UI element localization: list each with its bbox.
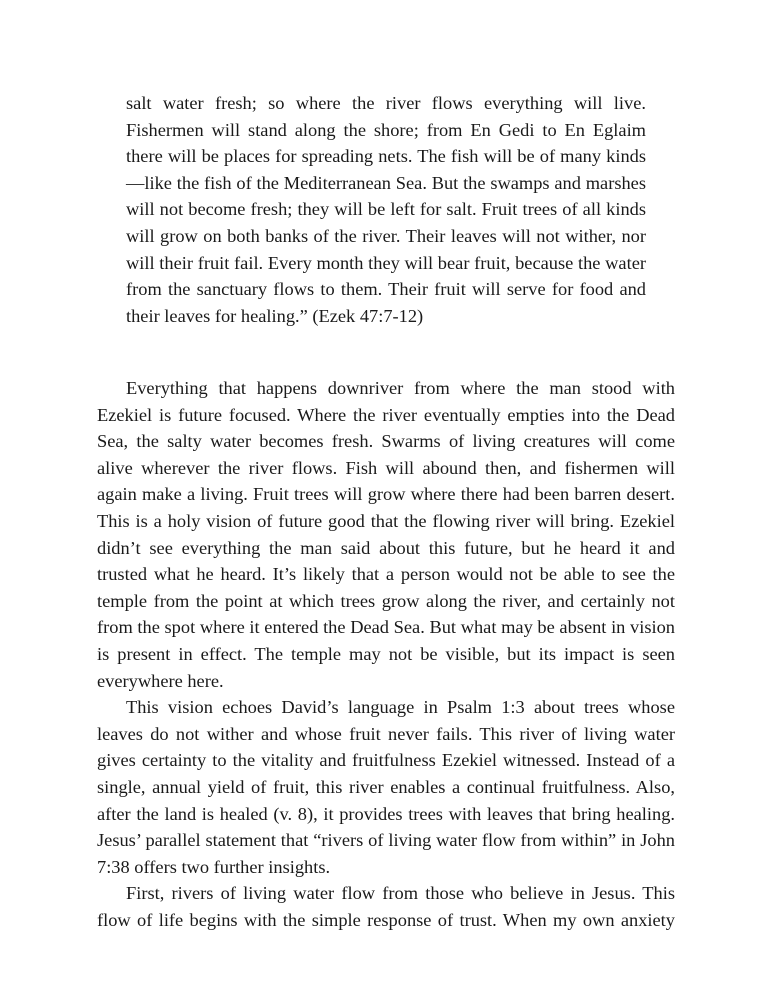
paragraph-3: First, rivers of living water flow from those who believe in Jesus. This flow of life begins with the simple response of trust. When my own anxiety: [97, 883, 675, 930]
body-text: [97, 375, 675, 933]
block-quote: salt water fresh; so where the river flows everything will live. Fishermen will stand along the shore; from En Gedi to En Eglaim there will be places for spreading nets. The fish will be of many kinds—like the fish of the Mediterranean Sea. But the swamps and marshes will not become fresh; they will be left for salt. Fruit trees of all kinds will grow on both banks of the river. Their leaves will not wither, nor will their fruit fail. Every month they will bear fruit, because the water from the sanctuary flows to them. Their fruit will serve for food and their leaves for healing.” (Ezek 47:7-12): [126, 93, 646, 326]
paragraph-1: Everything that happens downriver from where the man stood with Ezekiel is future focused. Where the river eventually empties into the Dead Sea, the salty water becomes fresh. Swarms of living creatures will come alive wherever the river flows. Fish will abound then, and fishermen will again make a living. Fruit trees will grow where there had been barren desert. This is a holy vision of future good that the flowing river will bring. Ezekiel didn’t see everything the man said about this future, but he heard it and trusted what he heard. It’s likely that a person would not be able to see the temple from the point at which trees grow along the river, and certainly not from the spot where it entered the Dead Sea. But what may be absent in vision is present in effect. The temple may not be visible, but its impact is seen everywhere here.: [97, 378, 675, 691]
paragraph-2: This vision echoes David’s language in Psalm 1:3 about trees whose leaves do not wither and whose fruit never fails. This river of living water gives certainty to the vitality and fruitfulness Ezekiel witnessed. Instead of a single, annual yield of fruit, this river enables a continual fruitfulness. Also, after the land is healed (v. 8), it provides trees with leaves that bring healing. Jesus’ parallel statement that “rivers of living water flow from within” in John 7:38 offers two further insights.: [97, 697, 675, 877]
